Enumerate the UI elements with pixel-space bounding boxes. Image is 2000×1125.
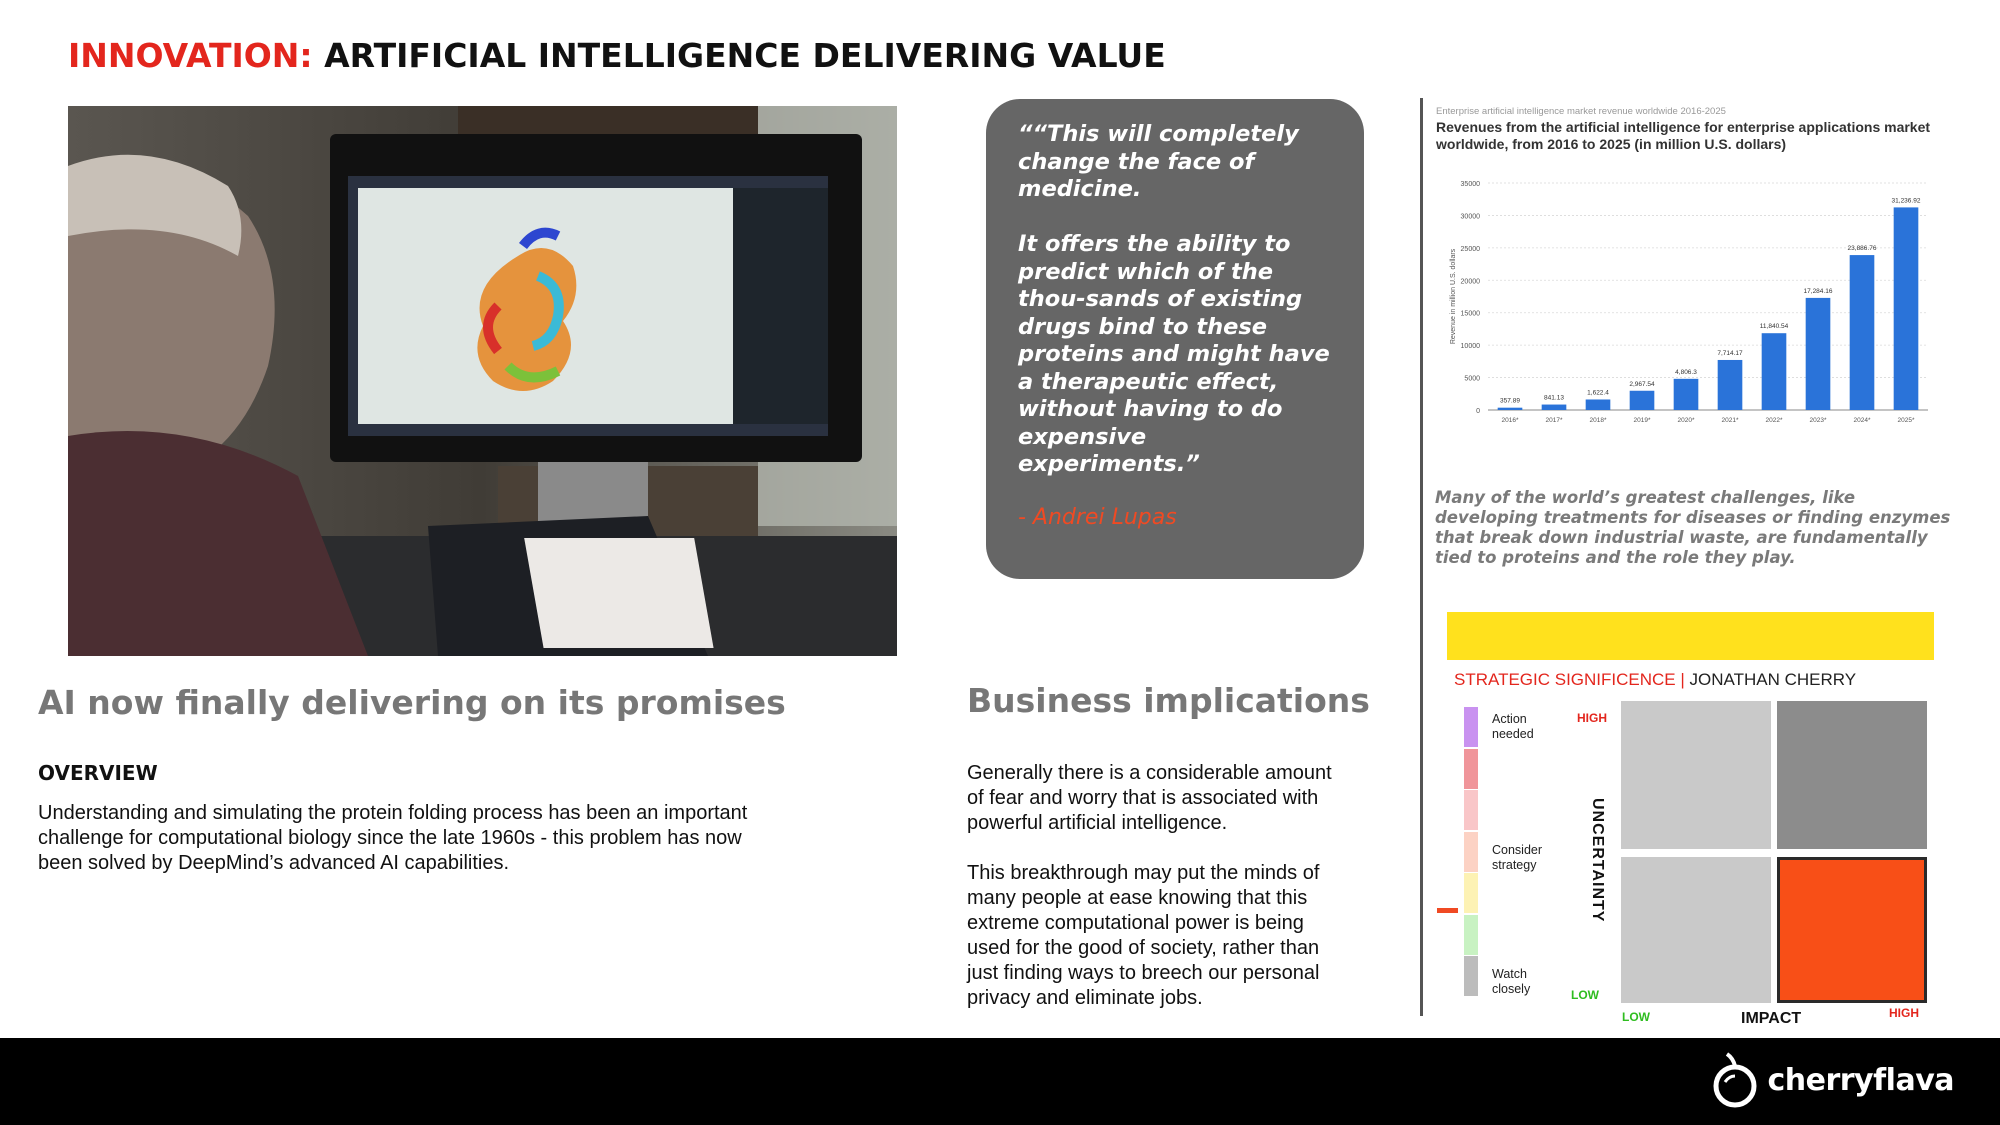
y-axis-title: UNCERTAINTY xyxy=(1589,798,1606,923)
chart-source-line: Enterprise artificial intelligence market revenue worldwide 2016-2025 xyxy=(1436,106,1726,117)
revenue-chart xyxy=(1433,103,1943,463)
chart-bar xyxy=(1718,360,1743,410)
chart-x-tick-label: 2022* xyxy=(1765,417,1783,424)
hero-photo-illustration xyxy=(68,106,897,656)
y-axis-low: LOW xyxy=(1571,988,1599,1002)
chart-value-label: 11,840.54 xyxy=(1759,323,1789,331)
quote-author: - Andrei Lupas xyxy=(1018,504,1177,530)
business-text: Generally there is a considerable amount of fear and worry that is associated with powerful artificial intelligence. This breakthrough may put the minds of many people at ease knowing that this extreme computational power is being used for the good of society, rather than just finding ways to breech our personal privacy and eliminate jobs. xyxy=(967,762,1332,1009)
chart-plot xyxy=(1433,163,1943,463)
page-title xyxy=(68,36,1166,75)
matrix-heading-right: JONATHAN CHERRY xyxy=(1689,670,1857,689)
legend-label-action: Action needed xyxy=(1492,712,1534,741)
legend-swatch xyxy=(1464,832,1478,872)
x-axis-title: IMPACT xyxy=(1741,1010,1802,1027)
legend-swatch xyxy=(1464,956,1478,996)
x-axis-high: HIGH xyxy=(1889,1006,1919,1020)
chart-bar xyxy=(1806,298,1831,410)
chart-y-tick-label: 35000 xyxy=(1460,181,1480,188)
left-section-heading: AI now finally delivering on its promises xyxy=(38,683,786,722)
chart-value-label: 4,806.3 xyxy=(1675,368,1697,376)
chart-x-tick-label: 2019* xyxy=(1633,417,1651,424)
brand-logo xyxy=(1713,1052,1954,1108)
matrix-heading-separator: | xyxy=(1680,670,1685,689)
y-axis-high: HIGH xyxy=(1577,711,1607,725)
quote-card xyxy=(986,99,1364,579)
legend-label-consider: Consider strategy xyxy=(1492,843,1543,872)
chart-title: Revenues from the artificial intelligence for enterprise applications market worldwide, from 2016 to 2025 (in million U.S. dollars) xyxy=(1436,119,1931,152)
chart-bar xyxy=(1498,408,1523,410)
chart-x-tick-label: 2020* xyxy=(1677,417,1695,424)
chart-value-label: 841.13 xyxy=(1544,394,1564,402)
matrix-heading xyxy=(1454,670,1856,690)
chart-x-tick-label: 2024* xyxy=(1853,417,1871,424)
chart-value-label: 23,886.76 xyxy=(1847,245,1877,253)
chart-x-tick-label: 2018* xyxy=(1589,417,1607,424)
chart-value-label: 7,714.17 xyxy=(1717,349,1743,357)
matrix-yellow-bar xyxy=(1447,612,1934,660)
chart-value-label: 2,967.54 xyxy=(1629,380,1655,388)
chart-value-label: 357.89 xyxy=(1500,397,1520,405)
legend-swatch xyxy=(1464,873,1478,913)
chart-bar xyxy=(1850,255,1875,410)
footer-bar xyxy=(0,1038,2000,1125)
chart-caption: Many of the world’s greatest challenges, like developing treatments for diseases or finding enzymes that break down industrial waste, are fundamentally tied to proteins and the role they play. xyxy=(1435,488,1951,567)
chart-x-tick-label: 2023* xyxy=(1809,417,1827,424)
legend-label-watch: Watch closely xyxy=(1492,967,1531,996)
legend-swatch xyxy=(1464,707,1478,747)
overview-label: OVERVIEW xyxy=(38,761,158,785)
overview-text: Understanding and simulating the protein folding process has been an important challenge for computational biology since the late 1960s - this problem has now been solved by DeepMind’s advanced AI capabilities. xyxy=(38,802,748,874)
position-marker xyxy=(1437,908,1458,913)
chart-value-label: 1,622.4 xyxy=(1587,389,1609,397)
matrix-heading-left: STRATEGIC SIGNIFICENCE xyxy=(1454,670,1676,689)
legend-swatch xyxy=(1464,749,1478,789)
chart-bar xyxy=(1762,333,1787,410)
chart-x-tick-label: 2025* xyxy=(1897,417,1915,424)
legend-swatch xyxy=(1464,915,1478,955)
chart-y-tick-label: 25000 xyxy=(1460,245,1480,253)
matrix-quadrant-bottom-left xyxy=(1621,857,1771,1003)
chart-bar xyxy=(1630,391,1655,410)
chart-y-tick-label: 10000 xyxy=(1460,343,1480,351)
matrix-quadrant-top-left xyxy=(1621,701,1771,849)
chart-bar xyxy=(1894,207,1919,410)
chart-y-tick-label: 15000 xyxy=(1460,310,1480,318)
chart-value-label: 17,284.16 xyxy=(1803,287,1833,295)
vertical-divider xyxy=(1420,98,1423,1016)
x-axis-low: LOW xyxy=(1622,1010,1650,1024)
chart-y-tick-label: 0 xyxy=(1476,408,1480,415)
chart-x-tick-label: 2021* xyxy=(1721,417,1739,424)
chart-y-axis-label: Revenue in million U.S. dollars xyxy=(1450,248,1457,345)
title-accent: INNOVATION: xyxy=(68,36,313,75)
brand-logo-text: cherryflava xyxy=(1767,1062,1954,1098)
chart-x-tick-label: 2016* xyxy=(1501,417,1519,424)
quote-text: ““This will completely change the face of medicine. It offers the ability to predict which of the thou-sands of existing drugs bind to these proteins and might have a therapeutic effect, without having to do expensive experiments.” xyxy=(1018,121,1330,477)
chart-bar xyxy=(1586,399,1611,410)
cherry-logo-icon xyxy=(1713,1052,1761,1108)
business-heading: Business implications xyxy=(967,681,1370,720)
matrix-quadrant-top-right xyxy=(1777,701,1927,849)
hero-photo xyxy=(68,106,897,656)
chart-y-tick-label: 20000 xyxy=(1460,278,1480,286)
title-rest: ARTIFICIAL INTELLIGENCE DELIVERING VALUE xyxy=(324,36,1166,75)
chart-bar xyxy=(1542,405,1567,410)
chart-y-tick-label: 5000 xyxy=(1464,375,1480,383)
legend-swatch xyxy=(1464,790,1478,830)
chart-y-tick-label: 30000 xyxy=(1460,213,1480,221)
chart-x-tick-label: 2017* xyxy=(1545,417,1563,424)
chart-value-label: 31,236.92 xyxy=(1891,197,1921,205)
matrix-quadrant-bottom-right xyxy=(1777,857,1927,1003)
chart-bar xyxy=(1674,379,1699,410)
